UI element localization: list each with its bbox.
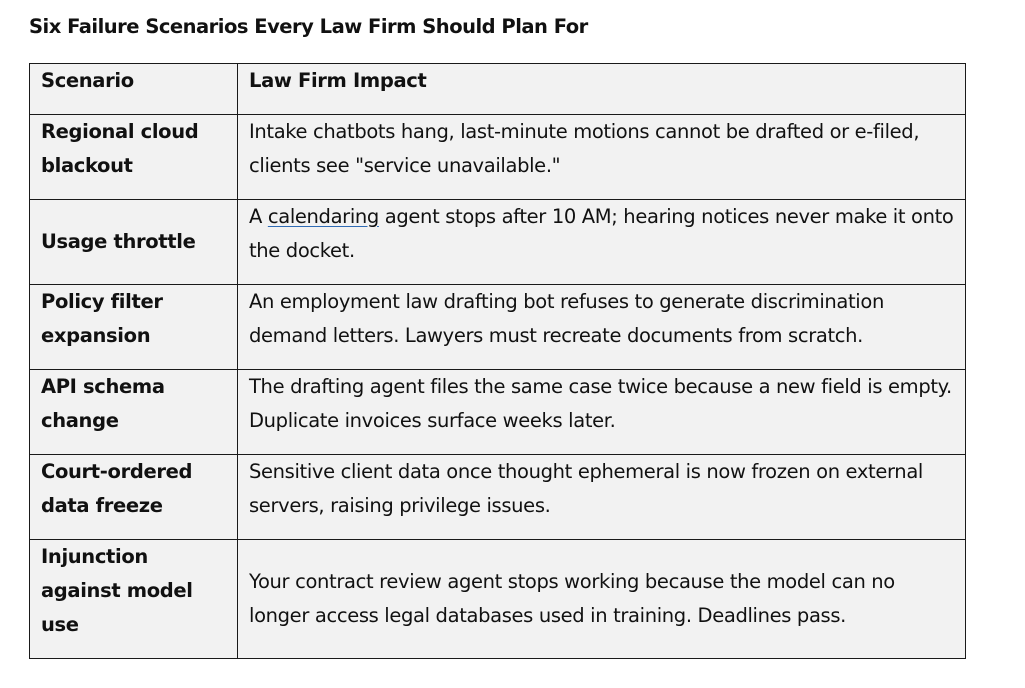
column-header-impact: Law Firm Impact (238, 64, 966, 115)
scenario-cell: Court-ordered data freeze (30, 455, 238, 540)
impact-cell: Your contract review agent stops working because the model can no longer access legal databases used in training. Deadlines pass. (238, 540, 966, 659)
table-header-row (30, 64, 966, 115)
impact-text-prefix: A (249, 205, 268, 228)
scenario-cell: Regional cloud blackout (30, 115, 238, 200)
scenario-cell: Injunction against model use (30, 540, 238, 659)
table-row (30, 370, 966, 455)
table-row (30, 455, 966, 540)
impact-cell: Intake chatbots hang, last-minute motions cannot be drafted or e-filed, clients see "service unavailable." (238, 115, 966, 200)
failure-scenarios-table (29, 63, 966, 659)
table-row (30, 200, 966, 285)
impact-text-suffix: agent stops after 10 AM; hearing notices never make it onto the docket. (249, 205, 954, 262)
scenario-cell: Policy filter expansion (30, 285, 238, 370)
scenario-cell: Usage throttle (30, 200, 238, 285)
table-row (30, 115, 966, 200)
impact-cell (238, 200, 966, 285)
document-title: Six Failure Scenarios Every Law Firm Should Plan For (29, 15, 588, 38)
spellcheck-underlined-word[interactable]: calendaring (267, 205, 379, 228)
column-header-scenario: Scenario (30, 64, 238, 115)
impact-cell: An employment law drafting bot refuses to generate discrimination demand letters. Lawyers must recreate documents from scratch. (238, 285, 966, 370)
impact-cell: Sensitive client data once thought ephemeral is now frozen on external servers, raising privilege issues. (238, 455, 966, 540)
scenario-cell: API schema change (30, 370, 238, 455)
table-row (30, 540, 966, 659)
table-row (30, 285, 966, 370)
impact-cell: The drafting agent files the same case twice because a new field is empty. Duplicate invoices surface weeks later. (238, 370, 966, 455)
